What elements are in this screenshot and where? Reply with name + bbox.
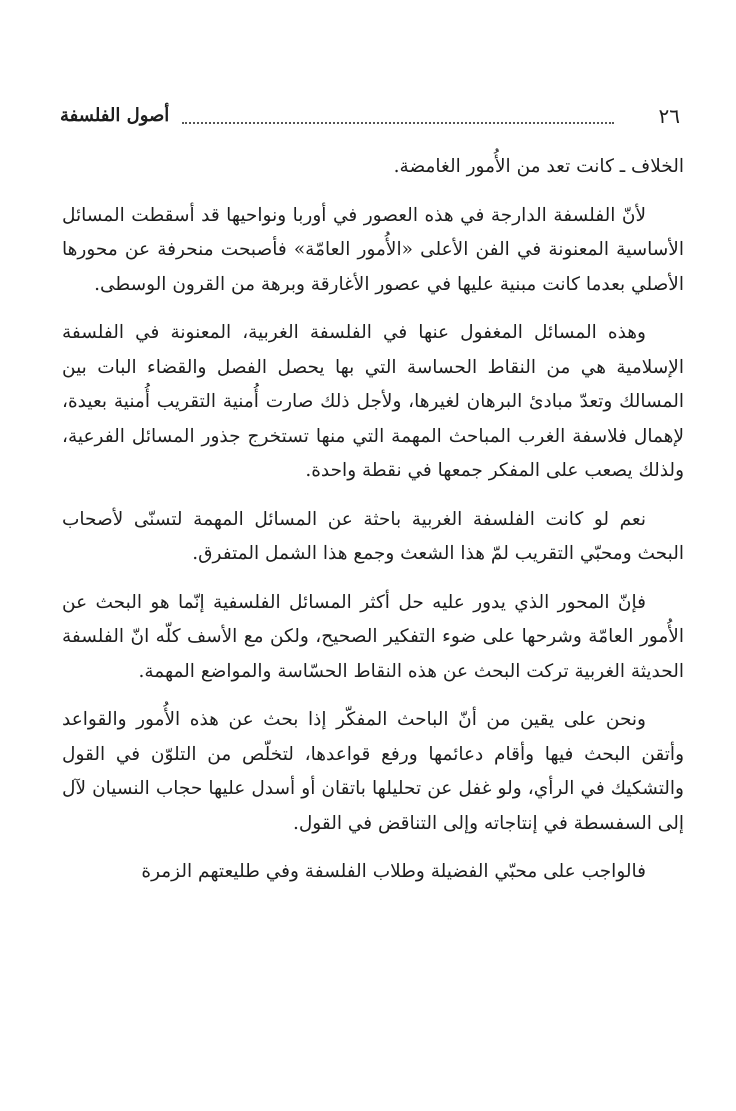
paragraph: ونحن على يقين من أنّ الباحث المفكّر إذا بحث عن هذه الأُمور والقواعد وأتقن البحث فيها وأقام دعائمها ورفع قواعدها، لتخلّص من التلوّن في القول والتشكيك في الرأي، ولو غفل عن تحليلها باتقان أو أسدل عليها حجاب النسيان لآل إلى السفسطة في إنتاجاته وإلى التناقض في القول. [62, 709, 684, 834]
running-book-title: أصول الفلسفة [60, 105, 170, 126]
header-dot-leader [182, 122, 614, 124]
paragraph: فإنّ المحور الذي يدور عليه حل أكثر المسائل الفلسفية إنّما هو البحث عن الأُمور العامّة وشرحها على ضوء التفكير الصحيح، ولكن مع الأسف كلّه انّ الفلسفة الحديثة الغربية تركت البحث عن هذه النقاط الحسّاسة والمواضع المهمة. [62, 591, 684, 682]
page-number: ٢٦ [658, 104, 680, 128]
paragraph: نعم لو كانت الفلسفة الغربية باحثة عن المسائل المهمة لتسنّى لأصحاب البحث ومحبّي التقريب لمّ هذا الشعث وجمع هذا الشمل المتفرق. [62, 508, 684, 564]
paragraph: لأنّ الفلسفة الدارجة في هذه العصور في أوربا ونواحيها قد أسقطت المسائل الأساسية المعنونة في الفن الأعلى «الأُمور العامّة» فأصبحت منحرفة عن محورها الأصلي بعدما كانت مبنية عليها في عصور الأغارقة وبرهة من القرون الوسطى. [62, 204, 684, 295]
page-body [62, 150, 684, 904]
paragraph: وهذه المسائل المغفول عنها في الفلسفة الغربية، المعنونة في الفلسفة الإسلامية هي من النقاط الحساسة التي بها يحصل الفصل والقضاء البات بين المسالك وتعدّ مبادئ البرهان لغيرها، ولأجل ذلك صارت أُمنية التقريب أُمنية بعيدة، لإهمال فلاسفة الغرب المباحث المهمة التي منها تستخرج جذور المسائل الفرعية، ولذلك يصعب على المفكر جمعها في نقطة واحدة. [62, 322, 684, 481]
running-header [60, 102, 680, 134]
paragraph: الخلاف ـ كانت تعد من الأُمور الغامضة. [393, 156, 684, 177]
paragraph: فالواجب على محبّي الفضيلة وطلاب الفلسفة وفي طليعتهم الزمرة [141, 861, 646, 882]
